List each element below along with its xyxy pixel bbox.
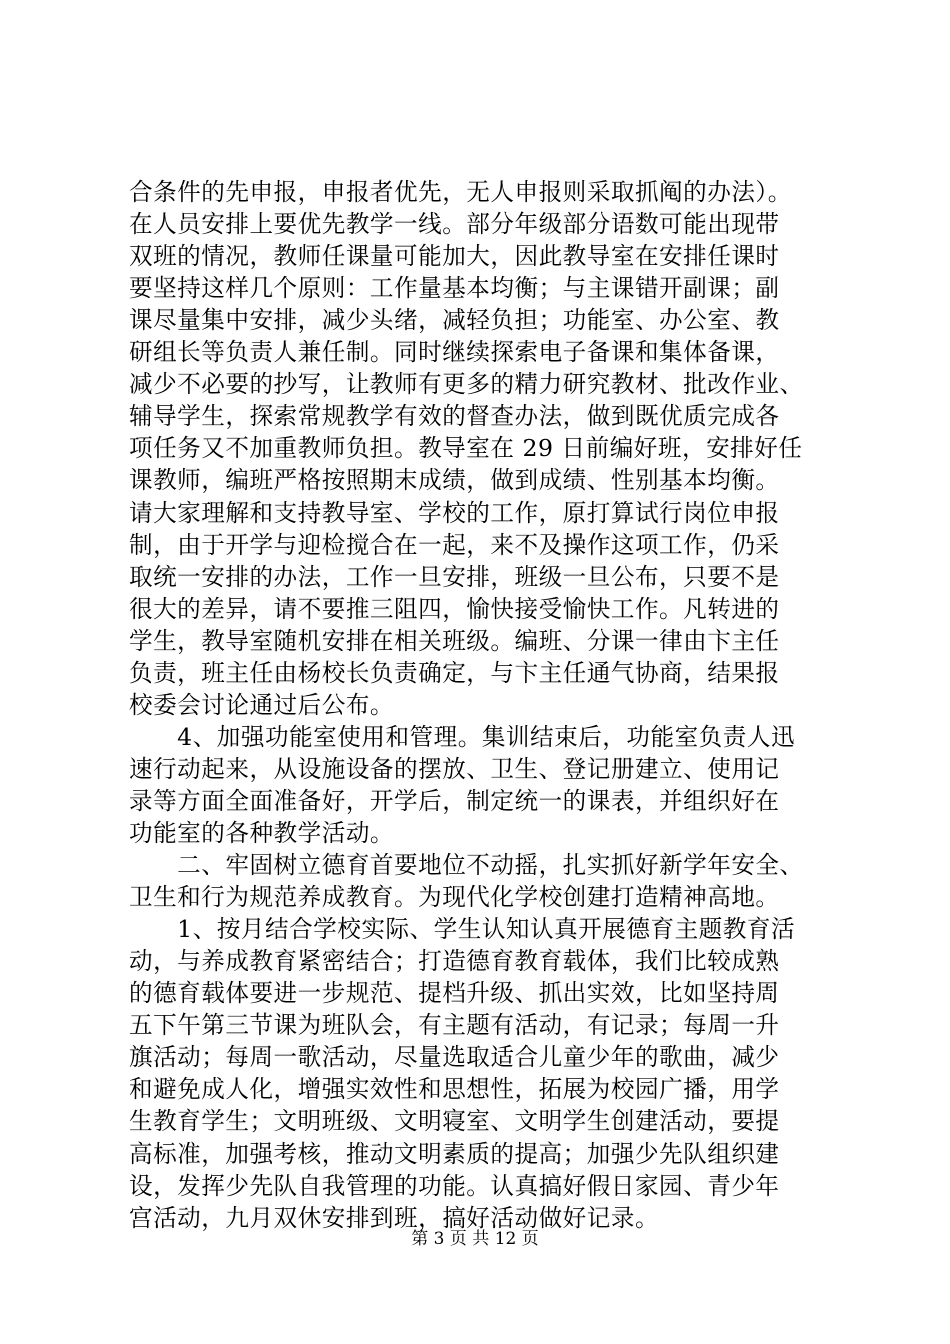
body-text-line: 功能室的各种教学活动。 [129,819,395,847]
body-text-line: 宫活动，九月双休安排到班，搞好活动做好记录。 [129,1204,660,1232]
body-text-line: 旗活动；每周一歌活动，尽量选取适合儿童少年的歌曲，减少 [129,1043,780,1071]
body-text-line: 辅导学生，探索常规教学有效的督查办法，做到既优质完成各 [129,402,780,430]
body-text-line: 请大家理解和支持教导室、学校的工作，原打算试行岗位申报 [129,499,780,527]
body-text-line: 录等方面全面准备好，开学后，制定统一的课表，并组织好在 [129,787,780,815]
body-text-line: 减少不必要的抄写，让教师有更多的精力研究教材、批改作业、 [129,370,804,398]
body-text-line: 项任务又不加重教师负担。教导室在 29 日前编好班，安排好任 [129,434,803,462]
body-text-line: 1、按月结合学校实际、学生认知认真开展德育主题教育活 [129,915,796,943]
body-text-line: 4、加强功能室使用和管理。集训结束后，功能室负责人迅 [129,723,796,751]
body-text-line: 二、牢固树立德育首要地位不动摇，扎实抓好新学年安全、 [129,851,804,879]
body-text-line: 课教师，编班严格按照期末成绩，做到成绩、性别基本均衡。 [129,466,780,494]
body-text-line: 卫生和行为规范养成教育。为现代化学校创建打造精神高地。 [129,883,780,911]
body-text-line: 学生，教导室随机安排在相关班级。编班、分课一律由卞主任 [129,627,780,655]
body-text-line: 双班的情况，教师任课量可能加大，因此教导室在安排任课时 [129,242,780,270]
page-footer: 第 3 页 共 12 页 [411,1229,539,1249]
body-text-line: 动，与养成教育紧密结合；打造德育教育载体，我们比较成熟 [129,947,780,975]
body-text-line: 设，发挥少先队自我管理的功能。认真搞好假日家园、青少年 [129,1172,780,1200]
body-text-line: 速行动起来，从设施设备的摆放、卫生、登记册建立、使用记 [129,755,780,783]
body-text-line: 的德育载体要进一步规范、提档升级、抓出实效，比如坚持周 [129,979,780,1007]
body-text-line: 取统一安排的办法，工作一旦安排，班级一旦公布，只要不是 [129,563,780,591]
body-text-line: 研组长等负责人兼任制。同时继续探索电子备课和集体备课， [129,338,780,366]
body-text-line: 在人员安排上要优先教学一线。部分年级部分语数可能出现带 [129,210,780,238]
body-text-line: 校委会讨论通过后公布。 [129,691,395,719]
body-text-line: 负责，班主任由杨校长负责确定，与卞主任通气协商，结果报 [129,659,780,687]
body-text-line: 五下午第三节课为班队会，有主题有活动，有记录；每周一升 [129,1011,780,1039]
body-text-line: 生教育学生；文明班级、文明寝室、文明学生创建活动，要提 [129,1107,780,1135]
body-text-line: 很大的差异，请不要推三阻四，愉快接受愉快工作。凡转进的 [129,595,780,623]
body-text-line: 要坚持这样几个原则：工作量基本均衡；与主课错开副课；副 [129,274,780,302]
body-text-line: 高标准，加强考核，推动文明素质的提高；加强少先队组织建 [129,1140,780,1168]
body-text-line: 制，由于开学与迎检搅合在一起，来不及操作这项工作，仍采 [129,531,780,559]
body-text-line: 和避免成人化，增强实效性和思想性，拓展为校园广播，用学 [129,1075,780,1103]
body-text-line: 课尽量集中安排，减少头绪，减轻负担；功能室、办公室、教 [129,306,780,334]
body-text-line: 合条件的先申报，申报者优先，无人申报则采取抓阄的办法）。 [129,178,792,206]
